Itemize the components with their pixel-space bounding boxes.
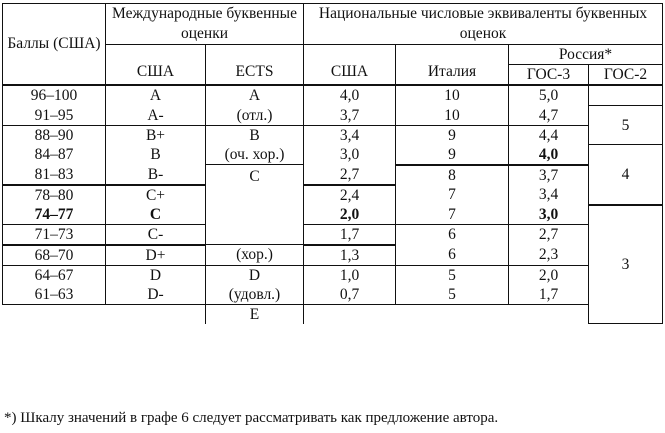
table-row-usa-numeric: 2,0 <box>304 205 396 225</box>
table-row-italy: 7 <box>396 205 509 225</box>
table-row-score: 88–90 <box>3 125 106 145</box>
table-row-italy: 6 <box>396 245 509 266</box>
table-row-italy: 10 <box>396 106 509 126</box>
header-usa: США <box>106 45 206 86</box>
table-row-usa-numeric: 1,0 <box>304 265 396 285</box>
header-italy: Италия <box>396 45 509 86</box>
gos2-grade-3: 3 <box>589 205 663 324</box>
table-row-usa-letter: A- <box>106 106 206 126</box>
table-row-italy: 10 <box>396 85 509 106</box>
table-row-usa-letter: B- <box>106 165 206 185</box>
ects-note-b: (оч. хор.) <box>206 145 304 165</box>
table-row-gos3: 4,0 <box>509 145 589 165</box>
table-row-gos3: 2,3 <box>509 245 589 266</box>
spacer <box>396 304 509 324</box>
table-row-usa-numeric: 3,4 <box>304 125 396 145</box>
spacer <box>3 304 106 324</box>
table-row-usa-numeric: 3,0 <box>304 145 396 165</box>
table-row-usa-numeric: 1,7 <box>304 224 396 245</box>
table-row-gos3: 2,7 <box>509 224 589 245</box>
header-ects: ECTS <box>206 45 304 86</box>
table-row-score: 96–100 <box>3 85 106 106</box>
table-row-italy: 5 <box>396 285 509 305</box>
table-row-usa-numeric: 3,7 <box>304 106 396 126</box>
table-row-italy: 5 <box>396 265 509 285</box>
table-row-usa-numeric: 0,7 <box>304 285 396 305</box>
gos2-grade-5: 5 <box>589 106 663 145</box>
table-row-gos3: 3,0 <box>509 205 589 225</box>
header-gos3: ГОС-3 <box>509 65 589 86</box>
table-row-usa-letter: A <box>106 85 206 106</box>
table-row-usa-letter: C <box>106 205 206 225</box>
header-score: Баллы (США) <box>3 4 106 86</box>
table-row-score: 78–80 <box>3 185 106 205</box>
table-row-usa-letter: C+ <box>106 185 206 205</box>
table-row-usa-letter: C- <box>106 224 206 245</box>
table-row-score: 74–77 <box>3 205 106 225</box>
ects-grade-b: B <box>206 125 304 145</box>
table-row-gos3: 3,7 <box>509 165 589 185</box>
header-usa-numeric: США <box>304 45 396 86</box>
table-row-usa-numeric: 2,7 <box>304 165 396 185</box>
table-row-score: 68–70 <box>3 245 106 266</box>
table-row-usa-letter: B+ <box>106 125 206 145</box>
table-row-gos3: 5,0 <box>509 85 589 106</box>
table-row-italy: 8 <box>396 165 509 185</box>
spacer <box>106 304 206 324</box>
table-row-score: 64–67 <box>3 265 106 285</box>
header-intl-letter: Международные буквенные оценки <box>106 4 304 45</box>
header-gos2: ГОС-2 <box>589 65 663 86</box>
table-row-score: 91–95 <box>3 106 106 126</box>
table-row-usa-numeric: 2,4 <box>304 185 396 205</box>
table-row-italy: 6 <box>396 224 509 245</box>
ects-grade-a: A <box>206 85 304 106</box>
table-row-usa-letter: D <box>106 265 206 285</box>
header-russia: Россия* <box>509 45 663 65</box>
footnote: *) Шкалу значений в графе 6 следует рассматривать как предложение автора. <box>4 410 499 426</box>
table-row-usa-numeric: 4,0 <box>304 85 396 106</box>
table-row-gos3: 4,4 <box>509 125 589 145</box>
table-row-score: 61–63 <box>3 285 106 305</box>
spacer <box>509 304 589 324</box>
header-national-numeric: Национальные числовые эквиваленты буквенных оценок <box>304 4 663 45</box>
gos2-empty <box>589 85 663 106</box>
ects-grade-c: C <box>206 165 304 245</box>
table-row-usa-letter: D+ <box>106 245 206 266</box>
table-row-italy: 9 <box>396 125 509 145</box>
ects-note-a: (отл.) <box>206 106 304 126</box>
table-row-usa-numeric: 1,3 <box>304 245 396 266</box>
table-row-italy: 9 <box>396 145 509 165</box>
table-row-gos3: 4,7 <box>509 106 589 126</box>
table-row-usa-letter: B <box>106 145 206 165</box>
ects-grade-e: E <box>206 304 304 324</box>
ects-note-d: (удовл.) <box>206 285 304 305</box>
spacer <box>304 304 396 324</box>
table-row-score: 71–73 <box>3 224 106 245</box>
table-row-score: 81–83 <box>3 165 106 185</box>
ects-grade-d: D <box>206 265 304 285</box>
table-row-score: 84–87 <box>3 145 106 165</box>
table-row-gos3: 1,7 <box>509 285 589 305</box>
table-row-usa-letter: D- <box>106 285 206 305</box>
table-row-gos3: 2,0 <box>509 265 589 285</box>
gos2-grade-4: 4 <box>589 145 663 205</box>
ects-note-c: (хор.) <box>206 245 304 266</box>
table-row-italy: 7 <box>396 185 509 205</box>
grading-scale-table <box>2 3 663 324</box>
table-row-gos3: 3,4 <box>509 185 589 205</box>
